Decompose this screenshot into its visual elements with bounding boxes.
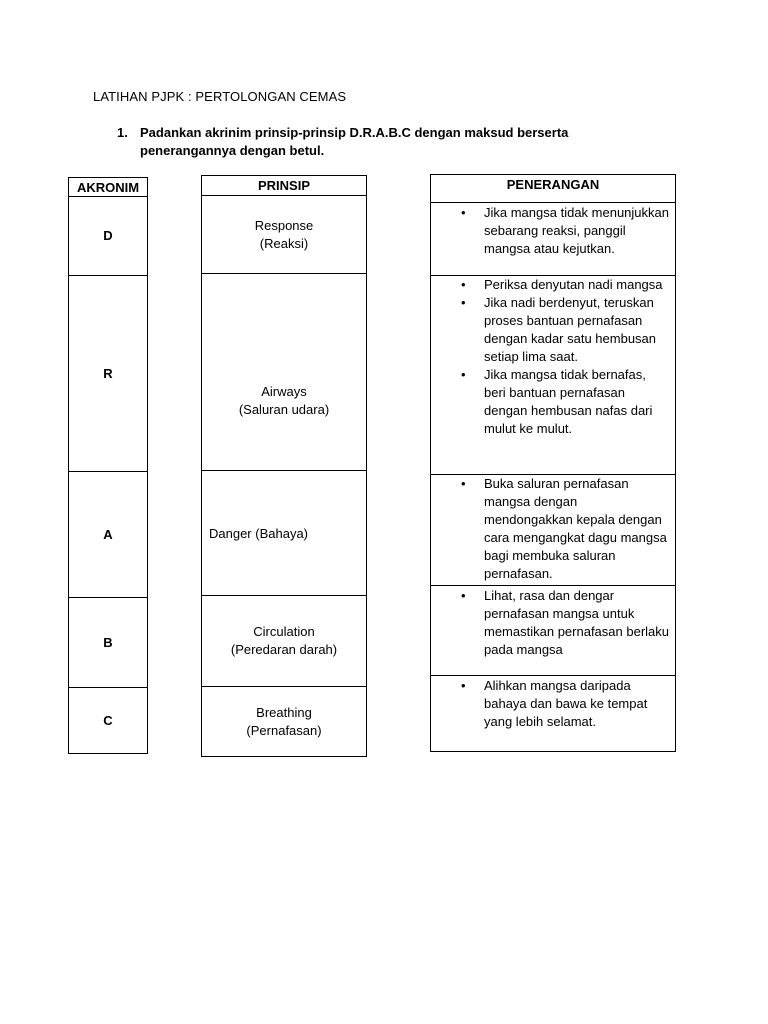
prinsip-airways [202, 273, 366, 470]
akronim-letter-b: B [69, 597, 147, 687]
penerangan-bullet-item: • Jika nadi berdenyut, teruskan proses bantuan pernafasan dengan kadar satu hembusan setiap lima saat. [461, 295, 657, 364]
prinsip-airways-name: Airways [261, 384, 307, 399]
penerangan-bullet-item: • Lihat, rasa dan dengar pernafasan mangsa untuk memastikan pernafasan berlaku pada mangsa [461, 588, 669, 657]
prinsip-response-translation: (Reaksi) [259, 235, 309, 251]
prinsip-header: PRINSIP [257, 178, 310, 193]
prinsip-column [201, 175, 367, 757]
bullet-icon: • [461, 476, 466, 491]
question-1 [117, 124, 637, 160]
penerangan-airways [431, 275, 675, 474]
prinsip-breathing-name: Breathing [256, 704, 312, 720]
penerangan-column [430, 174, 676, 752]
akronim-letter-a: A [69, 471, 147, 597]
prinsip-danger-name: Danger (Bahaya) [209, 525, 308, 541]
akronim-letter-r: R [69, 275, 147, 471]
penerangan-bullet-item: • Alihkan mangsa daripada bahaya dan bawa ke tempat yang lebih selamat. [461, 678, 648, 729]
prinsip-breathing-translation: (Pernafasan) [246, 722, 322, 738]
page-heading: LATIHAN PJPK : PERTOLONGAN CEMAS [93, 89, 347, 104]
bullet-icon: • [461, 588, 466, 603]
penerangan-bullet-item: • Jika mangsa tidak bernafas, beri bantuan pernafasan dengan hembusan nafas dari mulut ke mulut. [461, 367, 653, 436]
prinsip-circulation [202, 595, 366, 686]
penerangan-danger [431, 474, 675, 585]
bullet-icon: • [461, 205, 466, 220]
akronim-letter-c: C [69, 687, 147, 753]
penerangan-response [431, 202, 675, 275]
akronim-header: AKRONIM [76, 179, 140, 195]
bullet-icon: • [461, 367, 466, 382]
penerangan-circulation [431, 585, 675, 675]
prinsip-circulation-translation: (Peredaran darah) [230, 642, 338, 657]
akronim-letter-d: D [69, 196, 147, 275]
penerangan-breathing [431, 675, 675, 751]
prinsip-circulation-name: Circulation [253, 624, 315, 639]
bullet-icon: • [461, 277, 466, 292]
prinsip-response [202, 195, 366, 273]
bullet-icon: • [461, 678, 466, 693]
prinsip-breathing [202, 686, 366, 756]
question-text: Padankan akrinim prinsip-prinsip D.R.A.B.C dengan maksud berserta penerangannya dengan betul. [140, 125, 569, 158]
question-number: 1. [117, 125, 128, 140]
penerangan-bullet-item: • Periksa denyutan nadi mangsa [461, 277, 663, 292]
prinsip-airways-translation: (Saluran udara) [238, 402, 330, 417]
penerangan-bullet-item: • Jika mangsa tidak menunjukkan sebarang reaksi, panggil mangsa atau kejutkan. [461, 205, 669, 256]
penerangan-bullet-item: • Buka saluran pernafasan mangsa dengan mendongakkan kepala dengan cara mengangkat dagu mangsa bagi membuka saluran pernafasan. [461, 476, 667, 581]
penerangan-header: PENERANGAN [506, 177, 600, 192]
akronim-column [68, 177, 148, 754]
prinsip-response-name: Response [254, 217, 314, 233]
bullet-icon: • [461, 295, 466, 310]
prinsip-danger [202, 470, 366, 595]
